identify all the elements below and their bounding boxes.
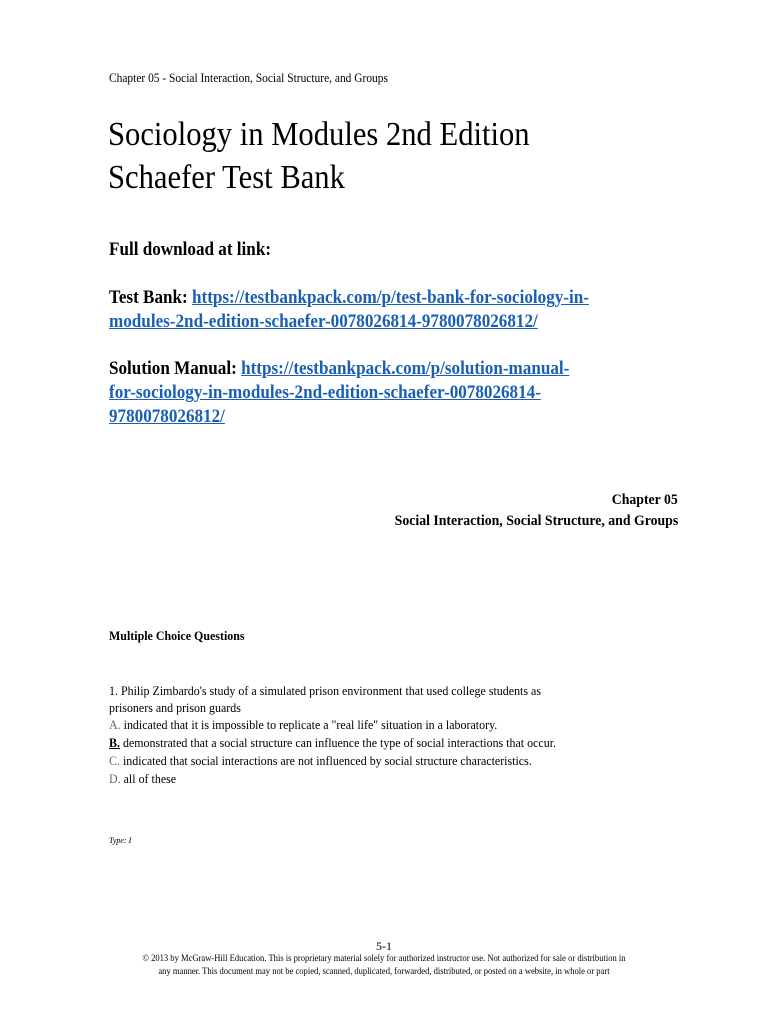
- footer-line-1: © 2013 by McGraw-Hill Education. This is proprietary material solely for authorized instructor use. Not authorized for sale or distribution in: [142, 953, 626, 963]
- running-header: Chapter 05 - Social Interaction, Social Structure, and Groups: [109, 70, 388, 85]
- full-download-label: Full download at link:: [109, 239, 272, 260]
- question-stem-line-2: prisoners and prison guards: [109, 700, 241, 715]
- title-line-2: Schaefer Test Bank: [108, 159, 345, 196]
- test-bank-link[interactable]: https://testbankpack.com/p/test-bank-for-sociology-in-: [191, 287, 589, 308]
- option-a: [109, 716, 497, 733]
- solution-manual-link-cont: [109, 381, 541, 405]
- option-d-letter: D.: [109, 771, 121, 786]
- option-c: [109, 752, 532, 769]
- chapter-number: Chapter 05: [611, 492, 678, 508]
- solution-manual-link-line-2[interactable]: for-sociology-in-modules-2nd-edition-schaefer-0078026814-: [109, 382, 541, 403]
- option-c-letter: C.: [109, 753, 120, 768]
- option-d-text: all of these: [120, 771, 177, 786]
- title-line-1: Sociology in Modules 2nd Edition: [108, 116, 530, 153]
- solution-manual-label: Solution Manual:: [109, 358, 237, 379]
- option-b: [109, 734, 556, 751]
- test-bank-link-line-2[interactable]: modules-2nd-edition-schaefer-0078026814-9780078026812/: [109, 311, 538, 332]
- option-a-text: indicated that it is impossible to replicate a "real life" situation in a laboratory.: [120, 717, 498, 732]
- test-bank-link-cont: [109, 310, 538, 334]
- question-type: Type: I: [109, 836, 132, 845]
- section-title: Multiple Choice Questions: [109, 628, 245, 643]
- solution-manual-link[interactable]: https://testbankpack.com/p/solution-manual-: [241, 358, 570, 379]
- test-bank-line: [109, 286, 589, 310]
- footer-line-2: any manner. This document may not be copied, scanned, duplicated, forwarded, distributed, or posted on a website, in whole or part: [158, 966, 610, 976]
- solution-manual-line: [109, 357, 569, 381]
- option-d: [109, 770, 176, 787]
- solution-manual-link-line-3[interactable]: 9780078026812/: [109, 406, 225, 427]
- option-c-text: indicated that social interactions are not influenced by social structure characteristics.: [119, 753, 532, 768]
- option-b-letter-correct: B.: [109, 735, 120, 750]
- solution-manual-link-cont-2: [109, 405, 225, 429]
- question-stem-line-1: 1. Philip Zimbardo's study of a simulated prison environment that used college students as: [109, 683, 541, 698]
- copyright-footer: [76, 952, 692, 978]
- option-b-text: demonstrated that a social structure can influence the type of social interactions that occur.: [119, 735, 557, 750]
- test-bank-label: Test Bank:: [109, 287, 188, 308]
- chapter-subtitle: Social Interaction, Social Structure, and Groups: [394, 513, 678, 529]
- option-a-letter: A.: [109, 717, 121, 732]
- document-title: [108, 113, 530, 199]
- page-number: 5-1: [376, 939, 392, 953]
